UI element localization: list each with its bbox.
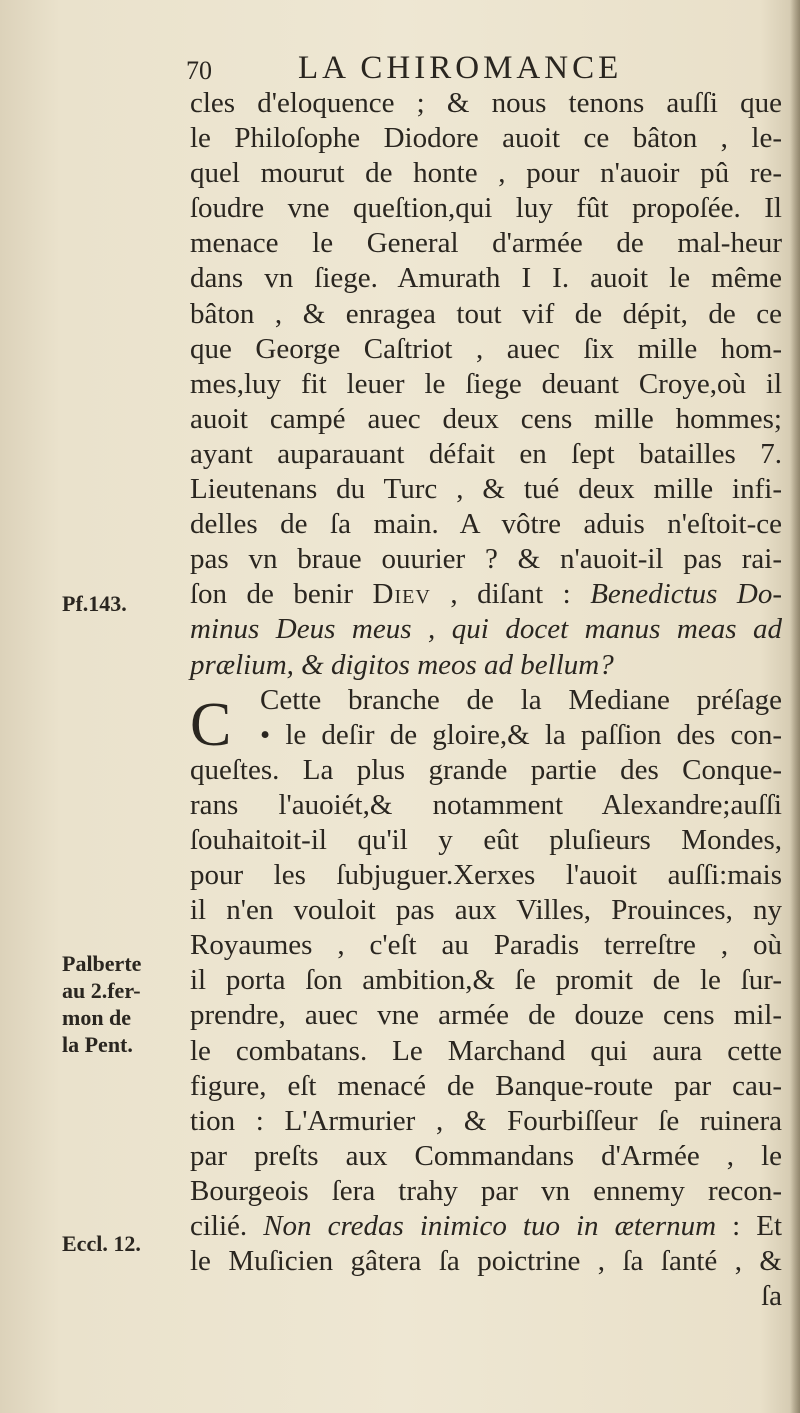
catchword: ſa bbox=[761, 1280, 782, 1313]
text-line: il porta ſon ambition,& ſe promit de le ſur- bbox=[190, 964, 782, 997]
margin-note-ecclesiastes: Eccl. 12. bbox=[62, 1231, 141, 1256]
text-line: Lieutenans du Turc , & tué deux mille infi- bbox=[190, 473, 782, 506]
text-segment: ſon de benir bbox=[190, 578, 354, 611]
margin-note-palberte bbox=[62, 950, 182, 1058]
text-line: il n'en vouloit pas aux Villes, Prouinces, ny bbox=[190, 894, 782, 927]
text-line: le Muſicien gâtera ſa poictrine , ſa ſanté , & bbox=[190, 1245, 782, 1278]
text-line: ayant auparauant défait en ſept batailles 7. bbox=[190, 437, 782, 470]
page-number: 70 bbox=[186, 56, 212, 85]
margin-note-line: mon de bbox=[62, 1005, 132, 1030]
drop-capital: C bbox=[190, 691, 232, 759]
text-segment: cilié. bbox=[190, 1210, 248, 1242]
text-line: par preſts aux Commandans d'Armée , le bbox=[190, 1139, 782, 1172]
text-line: delles de ſa main. A vôtre aduis n'eſtoit-ce bbox=[190, 508, 782, 541]
text-line: tion : L'Armurier , & Fourbiſſeur ſe ruinera bbox=[190, 1104, 782, 1137]
latin-quote-line: minus Deus meus , qui docet manus meas ad bbox=[190, 613, 782, 646]
text-line: menace le General d'armée de mal-heur bbox=[190, 227, 782, 260]
page-header bbox=[186, 50, 786, 90]
margin-note-line: Palberte bbox=[62, 951, 142, 976]
text-line: Cette branche de la Mediane préſage bbox=[260, 683, 782, 716]
body-text bbox=[190, 86, 782, 1314]
text-line-benir bbox=[190, 577, 782, 612]
text-line: le Philoſophe Diodore auoit ce bâton , le- bbox=[190, 122, 782, 155]
margin-note-psalm: Pf.143. bbox=[62, 591, 127, 616]
latin-quote-line: prælium, & digitos meos ad bellum? bbox=[190, 648, 614, 681]
text-line: figure, eſt menacé de Banque-route par cau- bbox=[190, 1069, 782, 1102]
text-line: ſoudre vne queſtion,qui luy fût propoſée. Il bbox=[190, 192, 782, 225]
text-line: ſouhaitoit-il qu'il y eût pluſieurs Mondes, bbox=[190, 823, 782, 856]
text-line: bâton , & enragea tout vif de dépit, de ce bbox=[190, 297, 782, 330]
margin-note-line: la Pent. bbox=[62, 1032, 133, 1057]
text-line: auoit campé auec deux cens mille hommes; bbox=[190, 402, 782, 435]
text-line: que George Caſtriot , auec ſix mille hom- bbox=[190, 332, 782, 365]
text-line: • le deſir de gloire,& la paſſion des con- bbox=[260, 718, 782, 751]
text-segment: : Et bbox=[732, 1210, 783, 1242]
text-line: cles d'eloquence ; & nous tenons auſſi que bbox=[190, 87, 782, 119]
text-line: queſtes. La plus grande partie des Conque- bbox=[190, 753, 782, 786]
latin-quote: Non credas inimico tuo in æternum bbox=[263, 1210, 717, 1242]
text-line: dans vn ſiege. Amurath I I. auoit le même bbox=[190, 262, 782, 295]
text-line: pas vn braue ouurier ? & n'auoit-il pas rai- bbox=[190, 543, 782, 576]
text-line: rans l'auoiét,& notamment Alexandre;auſſi bbox=[190, 788, 782, 821]
text-line-cilie bbox=[190, 1209, 782, 1244]
text-line: quel mourut de honte , pour n'auoir pû re- bbox=[190, 157, 782, 190]
text-line: mes,luy fit leuer le ſiege deuant Croye,où il bbox=[190, 367, 782, 400]
margin-note-line: au 2.fer- bbox=[62, 978, 141, 1003]
text-line: le combatans. Le Marchand qui aura cette bbox=[190, 1034, 782, 1067]
text-line: Bourgeois ſera trahy par vn ennemy recon- bbox=[190, 1174, 782, 1207]
text-line: prendre, auec vne armée de douze cens mil- bbox=[190, 999, 782, 1032]
latin-quote: Benedictus Do- bbox=[590, 578, 783, 611]
text-line: pour les ſubjuguer.Xerxes l'auoit auſſi:mais bbox=[190, 859, 782, 892]
text-segment: , diſant : bbox=[450, 578, 571, 611]
text-segment-smallcaps: Diev bbox=[372, 578, 431, 611]
text-line: Royaumes , c'eſt au Paradis terreſtre , où bbox=[190, 929, 782, 962]
running-title: LA CHIROMANCE bbox=[298, 50, 623, 86]
